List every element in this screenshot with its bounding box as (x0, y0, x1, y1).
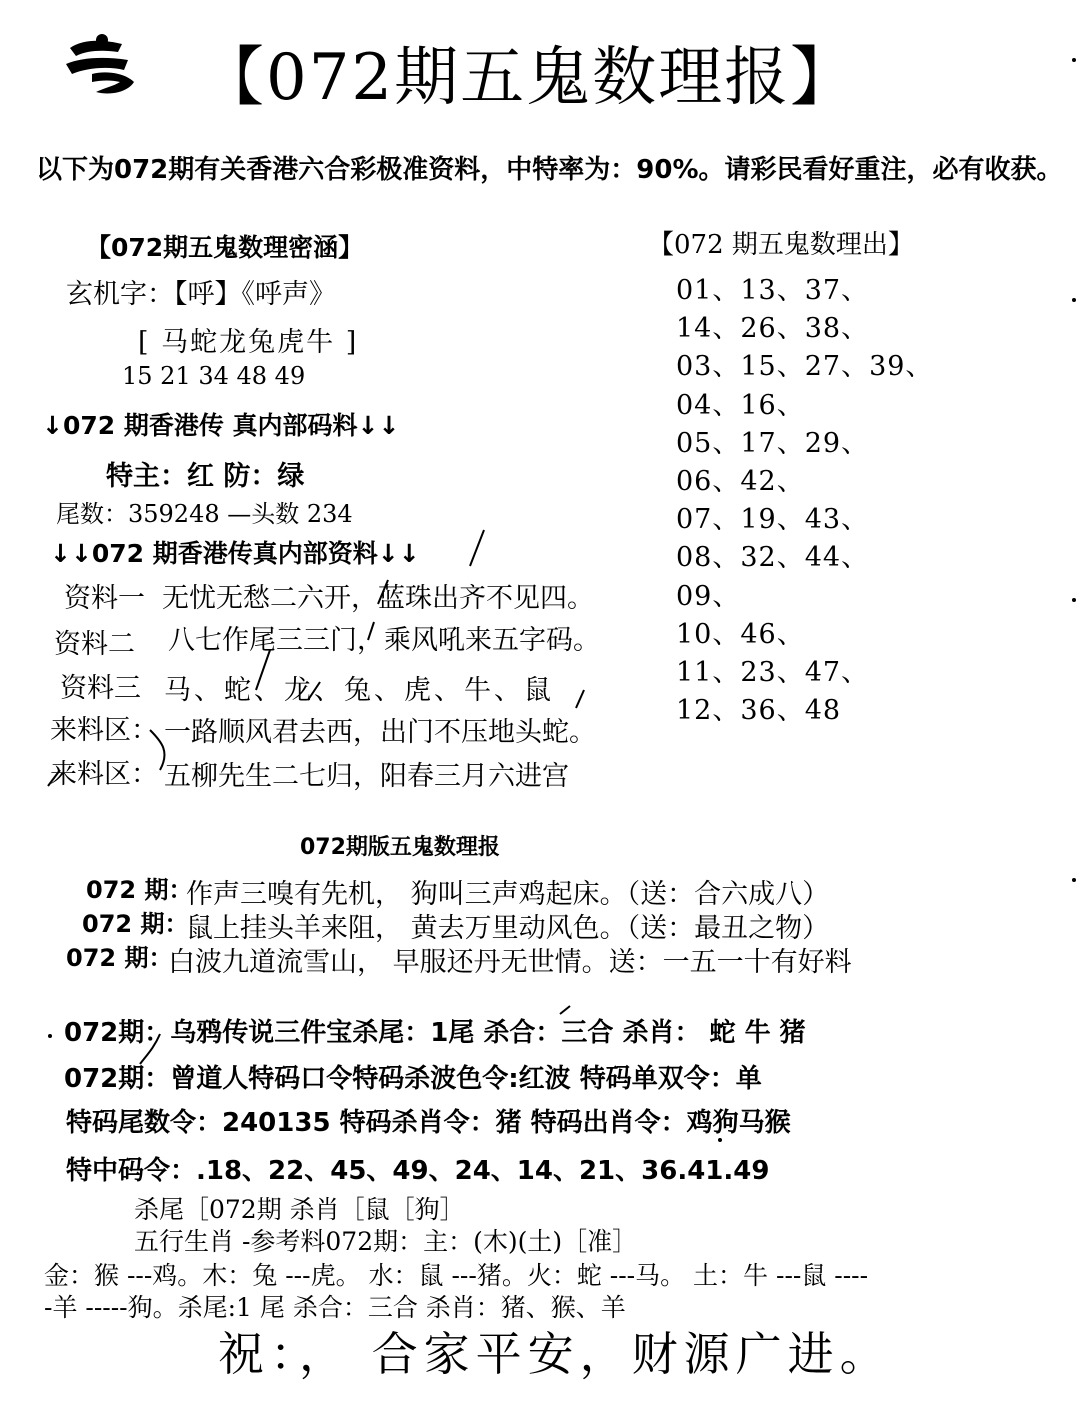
ziliao-text-3: 马、蛇、龙、兔、虎、牛、鼠 (164, 675, 554, 706)
number-row: 10、46、 (676, 618, 805, 650)
section2-text-2: 鼠上挂头羊来阻， 黄去万里动风色。（送：最丑之物） (186, 913, 830, 944)
wuxing-detail-line: 金：猴 ---鸡。木：兔 ---虎。 水：鼠 ---猪。火：蛇 ---马。 土：牛 ---鼠 ---- (44, 1261, 869, 1290)
section2-label-1: 072 期： (86, 876, 193, 904)
zodiac-numbers: 15 21 34 48 49 (122, 362, 306, 390)
number-row: 03、15、27、39、 (676, 351, 934, 383)
wuxing-line: 五行生肖 -参考料072期：主：(木)(土)［准］ (134, 1227, 638, 1256)
ziliao-text-1: 无忧无愁二六开，蓝珠出齐不见四。 (162, 583, 594, 614)
number-row: 11、23、47、 (676, 656, 870, 688)
ziliao-label-3: 资料三 (60, 673, 141, 704)
ziliao-text-2: 八七作尾三三门，乘风吼来五字码。 (168, 625, 600, 656)
number-row: 06、42、 (676, 465, 805, 497)
left-heading: 【072期五鬼数理密涵】 (86, 233, 364, 262)
number-row: 08、32、44、 (676, 542, 870, 574)
shawei-line: 杀尾［072期 杀肖［鼠［狗］ (134, 1195, 465, 1224)
number-row: 12、36、48 (676, 695, 842, 727)
ziliao-label-1: 资料一 (64, 583, 145, 614)
number-row: 04、16、 (676, 389, 805, 421)
number-row: 07、19、43、 (676, 504, 870, 536)
section2-label-3: 072 期： (66, 944, 173, 972)
section2-text-1: 作声三嗅有先机， 狗叫三声鸡起床。（送：合六成八） (186, 879, 830, 910)
number-row: 09、 (676, 580, 741, 612)
blessing-text: 祝：， 合家平安，财源广进。 (218, 1327, 892, 1381)
number-row: 14、26、38、 (676, 313, 870, 345)
inner-heading-1: ↓072 期香港传 真内部码料↓↓ (42, 411, 400, 440)
number-row: 01、13、37、 (676, 275, 870, 306)
intro-text: 以下为072期有关香港六合彩极准资料，中特率为：90%。请彩民看好重注，必有收获。 (36, 155, 1063, 185)
weishu-line: 尾数：359248 —头数 234 (56, 500, 353, 528)
zengdaoren-line: 072期：曾道人特码口令特码杀波色令:红波 特码单双令：单 (64, 1064, 762, 1094)
section2-text-3: 白波九道流雪山， 早服还丹无世情。送：一五一十有好料 (168, 947, 852, 978)
weishu-ling-line: 特码尾数令：240135 特码杀肖令：猪 特码出肖令：鸡狗马猴 (66, 1108, 791, 1138)
right-heading: 【072 期五鬼数理出】 (648, 230, 914, 260)
ziliao-text-5: 五柳先生二七归，阳春三月六进宫 (164, 761, 569, 792)
page-title: 【072期五鬼数理报】 (200, 41, 857, 115)
zodiac-bracket: [ 马蛇龙兔虎牛 ] (138, 327, 359, 358)
shawei-detail-line: -羊 -----狗。杀尾:1 尾 杀合：三合 杀肖：猪、猴、羊 (44, 1293, 626, 1322)
ziliao-label-2: 资料二 (54, 629, 135, 660)
ziliao-label-5: 来料区： (50, 759, 158, 790)
section2-label-2: 072 期： (82, 910, 189, 938)
tezhu-line: 特主：红 防：绿 (106, 461, 305, 492)
inner-heading-2: ↓↓072 期香港传真内部资料↓↓ (50, 539, 420, 568)
section2-heading: 072期版五鬼数理报 (300, 835, 500, 860)
ziliao-text-4: 一路顺风君去西，出门不压地头蛇。 (164, 717, 596, 748)
xuanji-line: 玄机字：【呼】《呼声》 (66, 279, 336, 310)
number-list (676, 272, 933, 730)
wuya-line: 072期：乌鸦传说三件宝杀尾：1尾 杀合：三合 杀肖： 蛇 牛 猪 (64, 1018, 806, 1048)
ziliao-label-4: 来料区： (50, 715, 158, 746)
brush-logo-icon (62, 30, 142, 100)
number-row: 05、17、29、 (676, 427, 870, 459)
tezhong-ling-line: 特中码令：.18、22、45、49、24、14、21、36.41.49 (66, 1156, 770, 1186)
